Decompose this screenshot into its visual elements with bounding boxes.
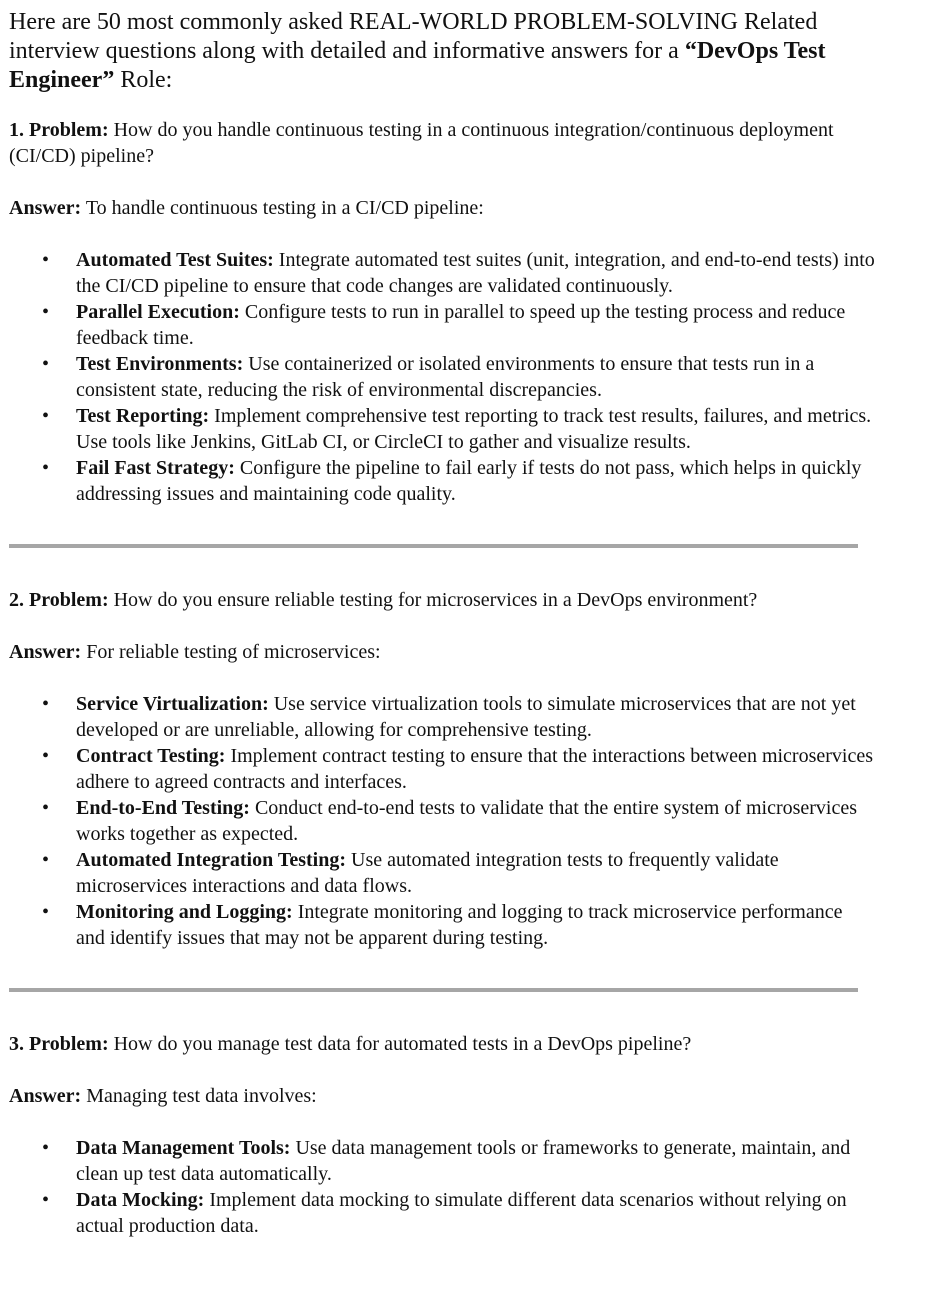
bullet-icon: • [42,745,50,767]
answer-label: Answer: [9,641,82,663]
answer-intro [9,639,941,665]
section-divider [9,544,858,548]
answer-points [9,691,941,951]
answer-label: Answer: [9,197,82,219]
point-title: Automated Test Suites: [76,249,274,271]
bullet-icon: • [42,457,50,479]
point-text: Use data management tools or frameworks to generate, maintain, and clean up test data automatically. [76,1137,851,1185]
problem-label: Problem: [29,1033,109,1055]
answer-label: Answer: [9,1085,82,1107]
bullet-icon: • [42,797,50,819]
point-text: Use containerized or isolated environments to ensure that tests run in a consistent state, reducing the risk of environmental discrepancies. [76,353,815,401]
answer-text: For reliable testing of microservices: [86,641,381,663]
point-title: Data Mocking: [76,1189,205,1211]
bullet-icon: • [42,849,50,871]
role-title: “DevOps Test Engineer” [9,38,826,93]
bullet-icon: • [42,353,50,375]
list-item [9,403,876,455]
problem-text: How do you manage test data for automated tests in a DevOps pipeline? [113,1033,692,1055]
point-text: Integrate automated test suites (unit, integration, and end-to-end tests) into the CI/CD pipeline to ensure that code changes are validated continuously. [76,249,875,297]
list-item [9,299,876,351]
list-item [9,743,876,795]
problem-label: Problem: [29,589,109,611]
bullet-icon: • [42,405,50,427]
question-section-1 [9,117,941,507]
answer-points [9,247,941,507]
question-section-3 [9,1031,941,1239]
section-divider [9,988,858,992]
question-number: 2. [9,589,24,611]
list-item [9,795,876,847]
point-text: Implement data mocking to simulate different data scenarios without relying on actual production data. [76,1189,847,1237]
point-title: Parallel Execution: [76,301,240,323]
bullet-icon: • [42,249,50,271]
point-title: Automated Integration Testing: [76,849,347,871]
problem-text: How do you handle continuous testing in a continuous integration/continuous deployment (CI/CD) pipeline? [9,119,834,167]
answer-text: To handle continuous testing in a CI/CD pipeline: [85,197,484,219]
point-title: Test Environments: [76,353,244,375]
point-text: Use service virtualization tools to simulate microservices that are not yet developed or are unreliable, allowing for comprehensive testing. [76,693,856,741]
list-item [9,1135,876,1187]
list-item [9,899,876,951]
point-title: Contract Testing: [76,745,226,767]
list-item [9,691,876,743]
point-text: Use automated integration tests to frequently validate microservices interactions and data flows. [76,849,779,897]
answer-points [9,1135,941,1239]
bullet-icon: • [42,901,50,923]
point-title: Fail Fast Strategy: [76,457,235,479]
answer-intro [9,195,941,221]
point-title: Service Virtualization: [76,693,269,715]
problem-statement [9,587,869,613]
list-item [9,247,876,299]
point-text: Integrate monitoring and logging to track microservice performance and identify issues that may not be apparent during testing. [76,901,843,949]
answer-text: Managing test data involves: [86,1085,317,1107]
question-number: 3. [9,1033,24,1055]
point-text: Configure tests to run in parallel to speed up the testing process and reduce feedback time. [76,301,846,349]
bullet-icon: • [42,1137,50,1159]
problem-label: Problem: [29,119,109,141]
question-number: 1. [9,119,24,141]
intro-suffix: Role: [114,67,173,93]
point-text: Implement comprehensive test reporting to track test results, failures, and metrics. Use tools like Jenkins, GitLab CI, or CircleCI to gather and visualize results. [76,405,872,453]
answer-intro [9,1083,941,1109]
bullet-icon: • [42,693,50,715]
point-text: Conduct end-to-end tests to validate that the entire system of microservices works together as expected. [76,797,858,845]
problem-text: How do you ensure reliable testing for microservices in a DevOps environment? [113,589,758,611]
point-text: Configure the pipeline to fail early if tests do not pass, which helps in quickly addressing issues and maintaining code quality. [76,457,862,505]
point-title: Data Management Tools: [76,1137,291,1159]
bullet-icon: • [42,1189,50,1211]
point-text: Implement contract testing to ensure that the interactions between microservices adhere to agreed contracts and interfaces. [76,745,874,793]
list-item [9,1187,876,1239]
list-item [9,847,876,899]
problem-statement [9,1031,869,1057]
point-title: Test Reporting: [76,405,210,427]
list-item [9,455,876,507]
question-section-2 [9,587,941,951]
point-title: Monitoring and Logging: [76,901,293,923]
intro-text: Here are 50 most commonly asked REAL-WORLD PROBLEM-SOLVING Related interview questions along with detailed and informative answers for a [9,9,818,64]
point-title: End-to-End Testing: [76,797,250,819]
intro-paragraph [9,8,909,95]
problem-statement [9,117,869,169]
list-item [9,351,876,403]
bullet-icon: • [42,301,50,323]
